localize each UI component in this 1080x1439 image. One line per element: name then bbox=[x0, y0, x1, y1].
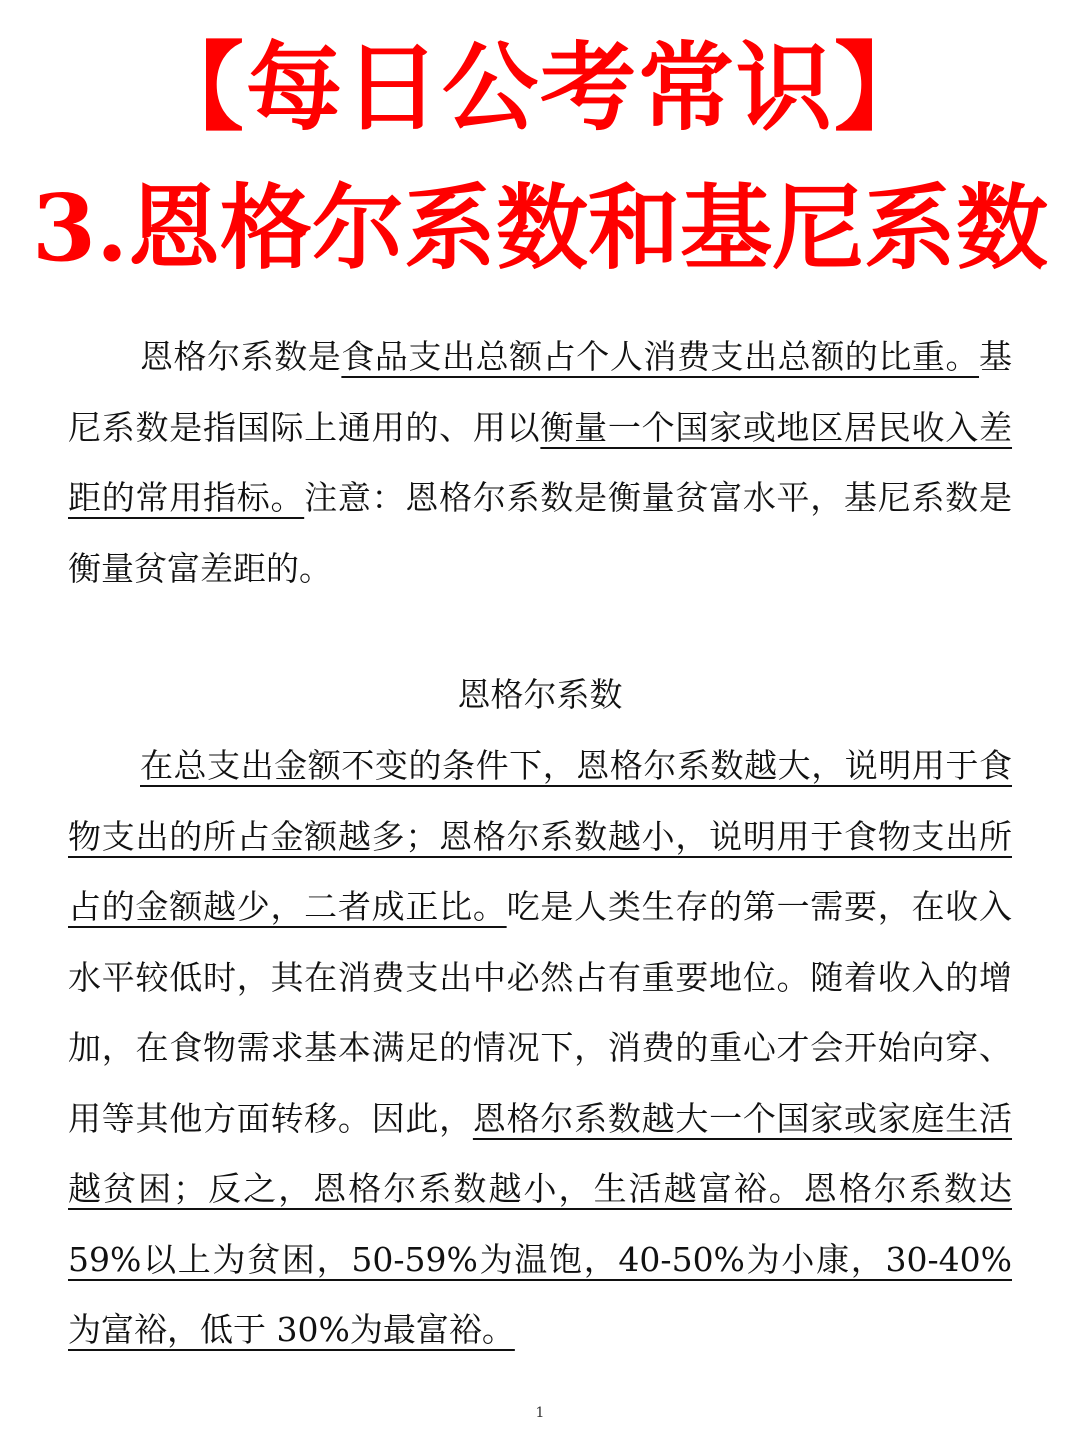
intro-paragraph bbox=[68, 322, 1012, 604]
page-title: 【每日公考常识】 bbox=[148, 31, 932, 144]
section-heading: 恩格尔系数 bbox=[457, 675, 623, 714]
intro-underlined-1: 食品支出总额占个人消费支出总额的比重。 bbox=[341, 337, 980, 376]
intro-text-2: 基尼系数是指国际上通用的、用以 bbox=[68, 337, 1013, 447]
section-underlined-1: 在总支出金额不变的条件下，恩格尔系数越大，说明用于食物支出的所占金额越多；恩格尔系数越小，说明用于食物支出所占的金额越少，二者成正比。 bbox=[68, 746, 1012, 926]
section-underlined-2: 恩格尔系数越大一个国家或家庭生活越贫困；反之，恩格尔系数越小，生活越富裕。恩格尔系数达 59%以上为贫困，50-59%为温饱，40-50%为小康，30-40%为富裕，低于 30%为最富裕。 bbox=[68, 1098, 1013, 1349]
intro-text-3: 注意：恩格尔系数是衡量贫富水平，基尼系数是衡量贫富差距的。 bbox=[68, 478, 1013, 588]
intro-underlined-2: 衡量一个国家或地区居民收入差距的常用指标。 bbox=[68, 407, 1013, 517]
section-paragraph bbox=[68, 731, 1012, 1366]
section-text-1: 吃是人类生存的第一需要，在收入水平较低时，其在消费支出中必然占有重要地位。随着收入的增加，在食物需求基本满足的情况下，消费的重心才会开始向穿、用等其他方面转移。因此， bbox=[68, 887, 1013, 1138]
page-number: 1 bbox=[535, 1405, 545, 1421]
intro-text-1: 恩格尔系数是 bbox=[140, 337, 342, 376]
page-subtitle: 3.恩格尔系数和基尼系数 bbox=[31, 174, 1049, 282]
